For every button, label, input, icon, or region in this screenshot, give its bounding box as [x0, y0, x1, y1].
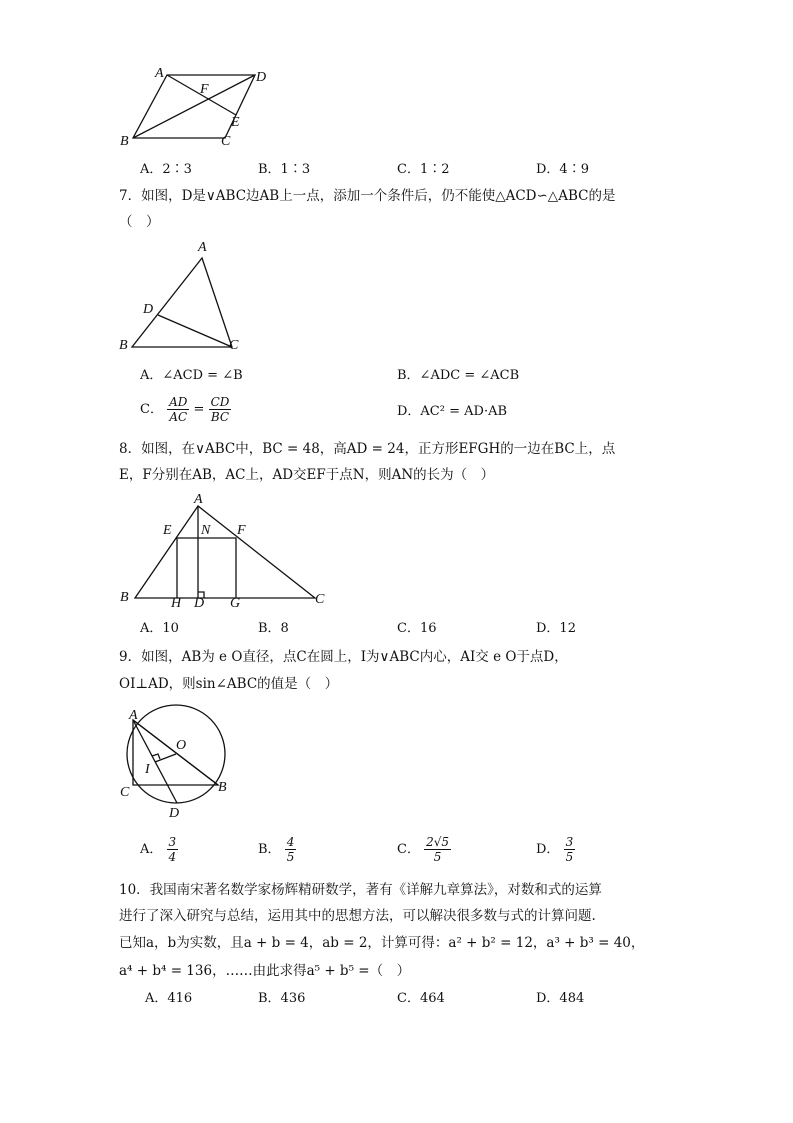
q7-stem-line2: （ ） [119, 214, 160, 230]
q6-label-c: C [221, 134, 231, 149]
q7-label-b: B [119, 338, 128, 353]
q6-option-c[interactable]: C．1∶2 [397, 162, 450, 177]
q6-label-f: F [200, 82, 209, 97]
q8-label-e: E [163, 523, 172, 538]
q8-label-b: B [120, 590, 129, 605]
q7-option-c-prefix: C． [140, 402, 163, 417]
option-prefix: B． [258, 842, 281, 857]
q6-option-d[interactable]: D．4∶9 [536, 162, 589, 177]
q6-label-e: E [231, 115, 240, 130]
q9-option-b[interactable] [258, 835, 296, 864]
q9-label-a: A [129, 708, 138, 723]
q7-label-d: D [143, 302, 154, 317]
q8-option-d[interactable]: D．12 [536, 621, 576, 636]
option-prefix: A． [140, 842, 163, 857]
q10-option-a[interactable]: A．416 [145, 991, 193, 1006]
option-fraction [285, 835, 297, 864]
q7-option-d[interactable]: D．AC² = AD·AB [397, 404, 508, 419]
q9-option-c[interactable] [397, 835, 451, 864]
fraction-denominator: 5 [565, 850, 574, 864]
fraction-denominator: 5 [433, 850, 442, 864]
option-fraction [424, 835, 451, 864]
q8-label-n: N [201, 523, 211, 538]
q8-figure [120, 492, 340, 612]
q7-option-a[interactable]: A．∠ACD = ∠B [140, 368, 243, 383]
q10-stem-line2: 进行了深入研究与总结，运用其中的思想方法，可以解决很多数与式的计算问题. [119, 908, 596, 924]
segment-dc [158, 315, 232, 347]
option-prefix: D． [536, 842, 560, 857]
option-prefix: C． [397, 842, 420, 857]
q9-label-o: O [176, 738, 187, 753]
q7-option-b[interactable]: B．∠ADC = ∠ACB [397, 368, 520, 383]
q8-label-f: F [237, 523, 246, 538]
fraction-numerator: CD [210, 395, 230, 409]
q8-option-c[interactable]: C．16 [397, 621, 437, 636]
q10-stem-line3: 已知a，b为实数，且a + b = 4，ab = 2，计算可得：a² + b² = 12，a³ + b³ = 40， [119, 935, 645, 951]
q9-option-a[interactable] [140, 835, 178, 864]
q9-stem-line1: 9．如图，AB为 e O直径，点C在圆上，I为∨ABC内心，AI交 e O于点D， [119, 649, 568, 665]
q7-stem-line1: 7．如图，D是∨ABC边AB上一点，添加一个条件后，仍不能使△ACD∽△ABC的是 [119, 188, 616, 204]
q8-stem-line1: 8．如图，在∨ABC中，BC = 48，高AD = 24，正方形EFGH的一边在BC上，点 [119, 441, 616, 457]
q8-option-b[interactable]: B．8 [258, 621, 289, 636]
fraction-denominator: AC [169, 410, 188, 424]
fraction-numerator: AD [169, 395, 188, 409]
fraction-numerator: 3 [565, 835, 574, 849]
q10-stem-line4: a⁴ + b⁴ = 136，……由此求得a⁵ + b⁵ =（ ） [119, 963, 411, 979]
q6-label-a: A [155, 66, 164, 81]
q6-label-b: B [120, 134, 129, 149]
q6-figure [110, 62, 280, 152]
q10-option-c[interactable]: C．464 [397, 991, 445, 1006]
q7-option-c-fraction-2 [209, 395, 232, 424]
q8-stem-line2: E，F分别在AB，AC上，AD交EF于点N，则AN的长为（ ） [119, 467, 495, 483]
q9-stem-line2: OI⊥AD，则sin∠ABC的值是（ ） [119, 676, 339, 692]
q8-label-g: G [230, 596, 241, 611]
fraction-denominator: 4 [168, 850, 177, 864]
q9-label-c: C [120, 785, 130, 800]
square-efgh [177, 538, 236, 598]
q10-stem-line1: 10．我国南宋著名数学家杨辉精研数学，著有《详解九章算法》，对数和式的运算 [119, 882, 602, 898]
q9-label-i: I [145, 762, 150, 777]
fraction-numerator: 2√5 [426, 835, 450, 849]
q8-label-a: A [194, 492, 203, 507]
q10-option-b[interactable]: B．436 [258, 991, 306, 1006]
q7-option-c-fraction-1 [167, 395, 189, 424]
q8-label-c: C [315, 592, 325, 607]
q9-label-d: D [169, 806, 180, 821]
triangle-abc [135, 506, 315, 598]
q8-label-d: D [194, 596, 205, 611]
fraction-denominator: 5 [286, 850, 295, 864]
fraction-numerator: 3 [168, 835, 177, 849]
q9-label-b: B [218, 780, 227, 795]
q7-option-c[interactable] [140, 395, 231, 424]
q6-option-b[interactable]: B．1∶3 [258, 162, 311, 177]
option-fraction [564, 835, 576, 864]
q7-label-a: A [198, 240, 207, 255]
q8-option-a[interactable]: A．10 [140, 621, 179, 636]
equals-sign: = [193, 402, 205, 417]
q8-label-h: H [171, 596, 182, 611]
fraction-denominator: BC [210, 410, 230, 424]
q6-option-a[interactable]: A．2∶3 [140, 162, 192, 177]
fraction-numerator: 4 [286, 835, 295, 849]
q6-label-d: D [256, 70, 267, 85]
q9-option-d[interactable] [536, 835, 575, 864]
q7-label-c: C [229, 338, 239, 353]
q10-option-d[interactable]: D．484 [536, 991, 585, 1006]
option-fraction [167, 835, 179, 864]
